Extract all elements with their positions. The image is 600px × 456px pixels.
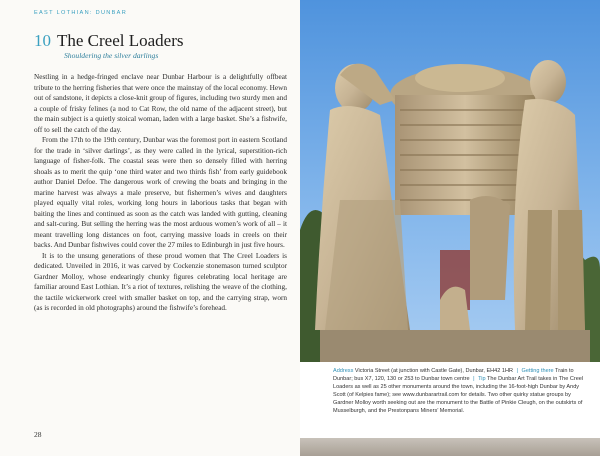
running-head: EAST LOTHIAN: DUNBAR — [34, 10, 128, 16]
tip-text: The Dunbar Art Trail takes in The Creel Loaders as well as 25 other monuments around the town, including the 16-foot-high Dunbar by Andy Scott (of Kelpies fame); see www.dunbarartrail.com for details. Two other quirky statue groups by Gardner Molloy worth seeking out are the monument to the Battle of Pinkie Cleugh, on the outskirts of Musselburgh, and the Prestonpans Miners’ Memorial. — [333, 376, 584, 415]
caption-separator: | — [473, 376, 475, 383]
caption-separator: | — [516, 368, 518, 374]
paragraph: Nestling in a hedge-fringed enclave near Dunbar Harbour is a delightfully offbeat tribute to the herring fisheries that were once the mainstay of the local economy. Hewn out of sandstone, it depicts a close-knit group of figures, including two sturdy men and a couple of frisky felines (a nod to Cat Row, the old name of the adjacent street), but the main subject is a quietly stoical woman, laden with a large basket. She’s a fishwife, off to sell the catch of the day. — [34, 73, 287, 134]
photo-caption — [333, 367, 591, 416]
address-text: Victoria Street (at junction with Castle Gate), Dunbar, EH42 1HR — [354, 368, 513, 374]
address-label: Address — [333, 368, 354, 374]
getting-there-label: Getting there — [521, 368, 554, 374]
paragraph: It is to the unsung generations of these proud women that The Creel Loaders is dedicated. Unveiled in 2016, it was carved by Cockenzie stonemason turned sculptor Gardner Molloy, whose endearingly chunky figures celebrating local heritage are familiar around East Lothian. It’s a riot of textures, relishing the weave of the clothing, the tactile wickerwork creel with smaller basket on top, and the carrying strap, worn (as is recorded in old photographs) around the fishwife’s forehead. — [34, 251, 287, 312]
entry-subtitle: Shouldering the silver darlings — [64, 51, 159, 60]
right-page — [300, 0, 600, 456]
entry-title: The Creel Loaders — [57, 31, 184, 50]
body-text — [34, 72, 287, 314]
tip-label: Tip — [478, 376, 486, 383]
sculpture-illustration — [300, 0, 600, 362]
getting-there-text: Train to Dunbar; bus X7, 120, 130 or 253 to Dunbar town centre — [333, 368, 574, 383]
entry-number: 10 — [34, 31, 51, 50]
page-number: 28 — [34, 430, 42, 439]
paragraph: From the 17th to the 19th century, Dunbar was the foremost port in eastern Scotland for the trade in ‘silver darlings’, as they were called in the lyrical, superstition-rich language of fisher-folk. The coastal seas were then so densely filled with herring shoals as to merit the quip ‘one third water and two thirds fish’ from early guidebook author Daniel Defoe. The dangerous work of crewing the boats and bringing in the marine harvest was always a male preserve, but fishermen’s wives and daughters played equally vital roles, working long hours in laborious tasks that began with baiting the lines and continued as soon as the catch was landed with gutting, cleaning and salt-curing. But selling the herring was the most arduous women’s work of all – it meant travelling long distances on foot, carrying massive loads in creels on their backs. And Dunbar fishwives could cover the 27 miles to Edinburgh in just five hours. — [34, 136, 287, 249]
bottom-edge-photo-strip — [300, 438, 600, 456]
entry-heading — [34, 31, 184, 51]
sculpture-photo — [300, 0, 600, 362]
